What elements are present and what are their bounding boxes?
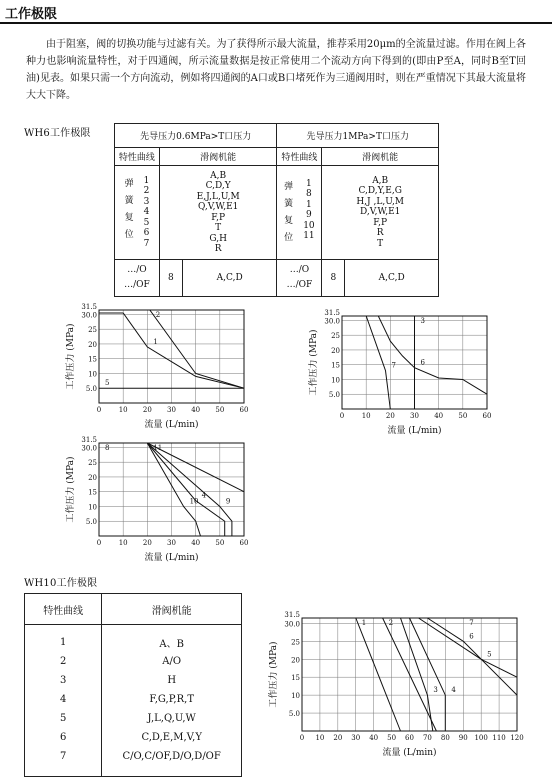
series-label-2: 2 [388,619,394,627]
series-label-7: 7 [391,361,396,370]
x-tick-label: 40 [191,539,201,547]
table-row: 4 F,G,P,R,T [25,690,242,709]
y-tick-label: 10 [88,370,97,379]
series-label-9: 9 [225,497,231,506]
x-tick-label: 50 [387,734,397,742]
x-tick-label: 50 [458,412,468,420]
wh10-table [24,593,242,777]
series-label-1: 1 [153,337,158,346]
spring-return-label-left: 弹 簧 复 位 [124,178,134,240]
y-tick-label: 15 [331,361,340,370]
x-tick-label: 20 [385,412,395,420]
y-tick-label: 5.0 [288,710,300,719]
x-tick-label: 80 [440,734,450,742]
y-axis-label: 工作压力 (MPa) [66,323,76,390]
wh6-col-func-right: 滑阀机能 [322,148,439,166]
curve-numbers-left: 1 2 3 4 5 6 7 [143,175,150,249]
series-label-3: 3 [420,317,425,325]
series-line-1 [356,618,401,731]
x-tick-label: 20 [142,539,152,547]
wh6-chart-1 [55,302,270,430]
table-row: 7 C/O,C/OF,D/O,D/OF [25,747,242,766]
x-tick-label: 0 [96,539,102,547]
wh6-col-curve-right: 特性曲线 [277,148,322,166]
table-row: 2 A/O [25,652,242,671]
x-axis-label: 流量 (L/min) [387,426,442,436]
x-tick-label: 0 [299,734,305,742]
y-axis-label: 工作压力 (MPa) [269,641,279,708]
series-label-1: 1 [361,619,367,627]
x-tick-label: 10 [118,406,128,414]
intro-paragraph: 由于阻塞，阀的切换功能与过滤有关。为了获得所示最大流量，推荐采用20μm的全流量过滤。作用在阀上各种力也影响流量特性，对于四通阀，所示流量数据是按正常使用二个流动方向下得到的(即由P至A，同时B至T回油)见表。如果只需一个方向流动，例如将四通阀的A口或B口堵死作为三通阀用时，则在严重情况下其最大流量将大大下降。 [26,39,526,101]
y-tick-label: 31.5 [324,309,340,317]
curve-numbers-right: 1 8 1 9 10 11 [303,178,315,241]
series-label-2: 2 [155,311,161,319]
series-line-4 [147,443,224,536]
wh6-chart-3 [55,435,270,563]
page-title: 工作极限 [5,7,58,22]
y-tick-label: 10 [88,503,97,512]
y-axis-label: 工作压力 (MPa) [66,456,76,523]
x-axis-label: 流量 (L/min) [382,748,437,758]
series-label-3: 3 [433,686,438,695]
y-tick-label: 20 [331,346,340,355]
wh10-col-func: 滑阀机能 [102,594,242,625]
wh10-chart [262,610,532,760]
y-tick-label: 20 [88,473,97,482]
wh6-bottom-label-left: …/O …/OF [115,260,160,297]
x-tick-label: 10 [361,412,371,420]
y-tick-label: 15 [88,355,97,364]
wh6-title: WH6工作极限 [24,128,91,139]
y-tick-label: 31.5 [284,611,300,619]
y-tick-label: 20 [291,656,300,665]
wh6-bottom-label-right: …/O …/OF [277,260,322,297]
x-tick-label: 60 [482,412,492,420]
y-tick-label: 25 [331,332,340,341]
wh6-functions-right: A,B C,D,Y,E,G H,J ,L,U,M D,V,W,E1 F,P R T [322,166,439,260]
page-header [0,0,552,24]
x-tick-label: 110 [492,734,506,742]
y-tick-label: 5.0 [85,518,97,527]
x-tick-label: 30 [167,406,176,414]
x-tick-label: 30 [167,539,176,547]
table-row: 5 J,L,Q,U,W [25,709,242,728]
wh6-group-right: 先导压力1MPa>T口压力 [277,124,439,148]
x-tick-label: 0 [96,406,102,414]
y-tick-label: 31.5 [81,303,97,311]
y-tick-label: 30.0 [324,317,340,326]
x-tick-label: 50 [215,406,225,414]
series-label-5: 5 [105,379,110,388]
x-tick-label: 70 [422,734,432,742]
y-tick-label: 5.0 [328,391,340,400]
wh6-col-curve-left: 特性曲线 [115,148,160,166]
series-label-11: 11 [153,444,163,452]
series-label-6: 6 [469,632,474,641]
table-row: 1 A、B [25,633,242,652]
y-axis-label: 工作压力 (MPa) [309,329,319,396]
y-tick-label: 25 [88,326,97,335]
series-label-4: 4 [451,686,456,695]
x-tick-label: 10 [118,539,128,547]
y-tick-label: 20 [88,340,97,349]
x-tick-label: 30 [351,734,361,742]
wh6-bottom-row-left: 8 A,C,D [159,260,277,297]
series-line-6 [427,618,517,695]
wh10-col-curve: 特性曲线 [25,594,102,625]
series-line-7 [366,316,390,409]
series-label-6: 6 [420,358,425,367]
series-label-4: 4 [201,491,207,500]
x-tick-label: 40 [191,406,201,414]
x-tick-label: 60 [239,406,249,414]
y-tick-label: 10 [331,376,340,385]
series-label-10: 10 [189,497,199,506]
y-tick-label: 25 [88,459,97,468]
spring-return-label-right: 弹 簧 复 位 [284,181,294,243]
wh6-curves-right [277,166,322,260]
y-tick-label: 25 [291,638,300,647]
series-label-5: 5 [487,650,492,659]
x-tick-label: 20 [333,734,343,742]
x-tick-label: 50 [215,539,225,547]
x-tick-label: 40 [369,734,379,742]
x-tick-label: 40 [434,412,444,420]
y-tick-label: 10 [291,692,300,701]
wh6-functions-left: A,B C,D,Y E,J,L,U,M Q,V,W,E1 F,P T G,H R [159,166,277,260]
wh6-col-func-left: 滑阀机能 [159,148,277,166]
wh10-title: WH10工作极限 [24,578,98,589]
x-tick-label: 100 [474,734,488,742]
x-tick-label: 10 [315,734,325,742]
wh6-group-left: 先导压力0.6MPa>T口压力 [115,124,277,148]
series-label-7: 7 [469,619,474,627]
y-tick-label: 31.5 [81,436,97,444]
table-row: 3 H [25,671,242,690]
y-tick-label: 5.0 [85,385,97,394]
x-axis-label: 流量 (L/min) [144,553,199,563]
series-line-6 [378,316,487,394]
wh6-chart-2 [298,308,513,436]
x-axis-label: 流量 (L/min) [144,420,199,430]
y-tick-label: 30.0 [284,620,300,629]
wh6-table [114,123,439,297]
x-tick-label: 60 [405,734,414,742]
x-tick-label: 90 [458,734,468,742]
x-tick-label: 60 [239,539,249,547]
x-tick-label: 30 [410,412,419,420]
y-tick-label: 30.0 [81,444,97,453]
y-tick-label: 30.0 [81,311,97,320]
x-tick-label: 0 [339,412,345,420]
wh6-curves-left [115,166,160,260]
x-tick-label: 20 [142,406,152,414]
series-label-8: 8 [105,444,110,452]
table-row: 6 C,D,E,M,V,Y [25,728,242,747]
y-tick-label: 15 [291,674,300,683]
wh6-bottom-row-right: 8 A,C,D [322,260,439,297]
series-line-9 [147,443,232,536]
x-tick-label: 120 [510,734,524,742]
y-tick-label: 15 [88,488,97,497]
